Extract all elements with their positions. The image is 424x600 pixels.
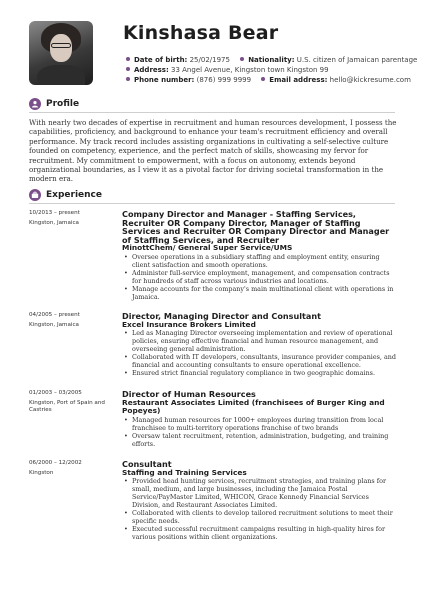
photo-glasses <box>51 43 71 48</box>
briefcase-icon <box>29 189 41 201</box>
job-location: Kingston, Jamaica <box>29 321 79 328</box>
address-value: 33 Angel Avenue, Kingston town Kingston 99 <box>171 66 329 74</box>
dob-label: Date of birth: <box>134 56 188 64</box>
job-bullets <box>122 254 397 301</box>
job-bullet: • Collaborated with clients to develop tailored recruitment solutions to meet their specific needs. <box>132 510 397 526</box>
profile-heading: Profile <box>46 99 80 109</box>
personal-info <box>126 55 417 85</box>
job-bullet: • Provided head hunting services, recruitment strategies, and training plans for small, medium, and large businesses, including the Jamaica Postal Service/PayMaster Limited, WHICON, Grace Kennedy Financial Services Division, and Restaurant Associates Limited. <box>132 478 397 510</box>
job-dates: 06/2000 – 12/2002 <box>29 460 82 466</box>
job-title: Company Director and Manager - Staffing Services, Recruiter OR Company Director, Manager of Staffing Services and Recruiter OR Company Director and Manager of Staffing Services, and Recruiter <box>122 209 390 245</box>
email-value[interactable]: hello@kickresume.com <box>329 76 411 84</box>
job-bullet: • Administer full-service employment, management, and compensation contracts for hundreds of staff across various industries and locations. <box>132 270 397 286</box>
profile-photo <box>29 21 93 85</box>
job-meta <box>29 460 117 477</box>
photo-shoulders <box>37 65 85 85</box>
job-company: Staffing and Training Services <box>122 467 247 477</box>
experience-heading: Experience <box>46 190 102 200</box>
nationality-value: U.S. citizen of Jamaican parentage <box>296 56 418 64</box>
phone-value: (876) 999 9999 <box>196 76 252 84</box>
job-bullet: • Ensured strict financial regulatory compliance in two geographic domains. <box>132 370 397 378</box>
profile-text: With nearly two decades of expertise in recruitment and human resources development, I possess the capabilities, proficiency, and background to enhance your team's recruitment efficiency and overall performance. My track record includes assisting organizations in cultivating a self-selective culture founded on competency, experience, and the perfect match of skills, showcasing my fervor for recruitment. My commitment to empowerment, with a focus on autonomy, extends beyond organizational boundaries, as I view it as a pivotal factor for driving societal transformation in the modern era. <box>29 118 397 184</box>
email-label: Email address: <box>269 76 328 84</box>
job-bullet: • Managed human resources for 1000+ employees during transition from local franchisee to multi-territory operations franchise of two brands <box>132 417 397 433</box>
info-row-1 <box>126 55 417 65</box>
job-bullets <box>122 417 397 449</box>
job-title: Director, Managing Director and Consultant <box>122 311 321 321</box>
phone-label: Phone number: <box>134 76 195 84</box>
experience-section-header <box>29 189 102 201</box>
job-dates: 04/2005 – present <box>29 312 80 318</box>
job-bullets <box>122 478 397 541</box>
job-bullet: • Collaborated with IT developers, consultants, insurance provider companies, and financial and accounting consultants to ensure operational excellence. <box>132 354 397 370</box>
job-title: Director of Human Resources <box>122 389 256 399</box>
job-location: Kingston, Jamaica <box>29 219 79 226</box>
job-dates: 01/2003 – 03/2005 <box>29 390 82 396</box>
job-company: MinottChem/ General Super Service/UMS <box>122 243 293 253</box>
person-icon <box>29 98 41 110</box>
bullet-dot-icon <box>126 77 130 81</box>
nationality-label: Nationality: <box>248 56 295 64</box>
bullet-dot-icon <box>261 77 265 81</box>
dob-value: 25/02/1975 <box>189 56 230 64</box>
job-meta <box>29 390 117 415</box>
job-bullet: • Manage accounts for the company's main multinational client with operations in Jamaica. <box>132 286 397 302</box>
job-dates: 10/2013 – present <box>29 210 80 216</box>
job-company: Restaurant Associates Limited (franchisees of Burger King and Popeyes) <box>122 397 385 416</box>
job-location: Kingston <box>29 469 54 476</box>
job-details <box>122 210 397 301</box>
job-bullets <box>122 330 397 377</box>
job-details <box>122 390 397 448</box>
info-row-3 <box>126 75 417 85</box>
bullet-dot-icon <box>126 57 130 61</box>
job-details <box>122 312 397 378</box>
job-bullet: • Executed successful recruitment campaigns resulting in high-quality hires for various positions within client organizations. <box>132 526 397 542</box>
bullet-dot-icon <box>126 67 130 71</box>
job-bullet: • Oversaw talent recruitment, retention, administration, budgeting, and training efforts. <box>132 433 397 449</box>
job-meta <box>29 312 117 329</box>
section-divider <box>29 203 395 204</box>
job-bullet: • Oversee operations in a subsidiary staffing and employment entity, ensuring client satisfaction and smooth operations. <box>132 254 397 270</box>
job-title: Consultant <box>122 459 172 469</box>
section-divider <box>29 112 395 113</box>
photo-face <box>50 34 72 62</box>
job-bullet: • Led as Managing Director overseeing implementation and review of operational policies, ensuring effective financial and human resource management, and overseeing general administration. <box>132 330 397 354</box>
candidate-name: Kinshasa Bear <box>123 22 279 44</box>
info-row-2 <box>126 65 417 75</box>
job-details <box>122 460 397 541</box>
address-label: Address: <box>134 66 169 74</box>
job-meta <box>29 210 117 227</box>
profile-section-header <box>29 98 79 110</box>
job-location: Kingston, Port of Spain and Castries <box>29 399 105 413</box>
job-company: Excel Insurance Brokers Limited <box>122 319 256 329</box>
bullet-dot-icon <box>240 57 244 61</box>
